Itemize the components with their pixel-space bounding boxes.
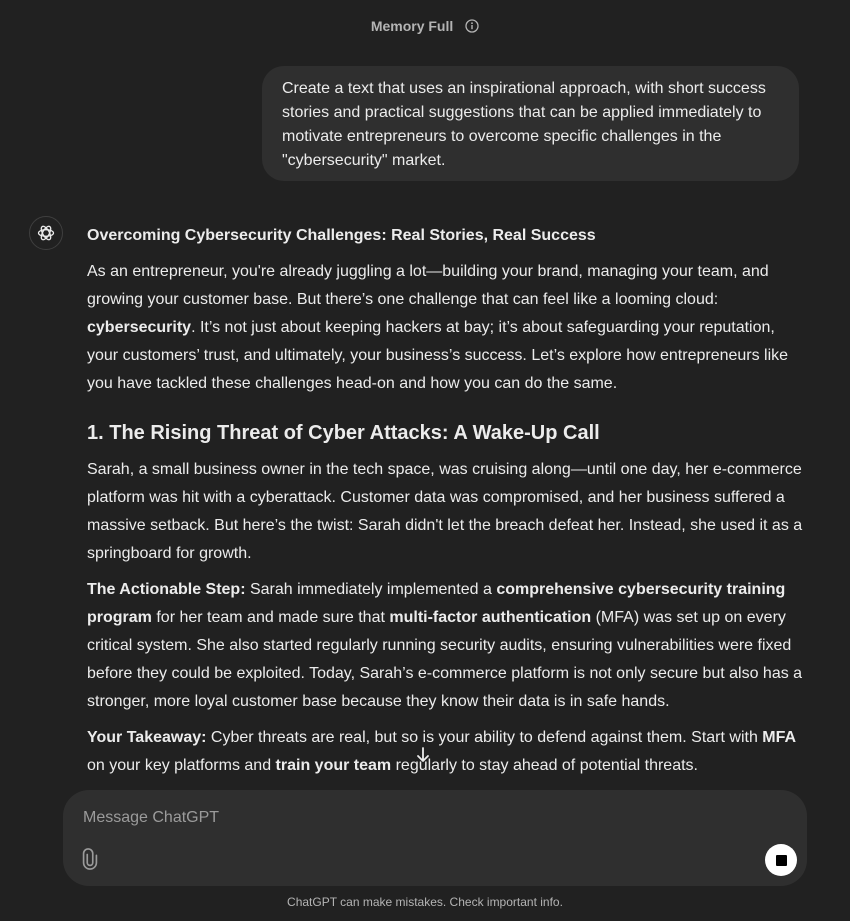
message-composer [63,790,807,886]
section-heading: 1. The Rising Threat of Cyber Attacks: A Wake-Up Call [87,422,600,444]
memory-label: Memory Full [370,18,454,34]
message-input[interactable] [81,804,725,832]
stop-icon [776,855,787,866]
answer-title: Overcoming Cybersecurity Challenges: Real Stories, Real Success [87,227,596,244]
disclaimer: ChatGPT can make mistakes. Check important info. [287,895,563,909]
arrow-down-icon [415,746,431,764]
assistant-message [87,222,807,788]
stop-button[interactable] [765,844,797,876]
scroll-down-button[interactable] [407,739,439,771]
paperclip-icon[interactable] [79,848,101,870]
story-paragraph: Sarah, a small business owner in the tech space, was cruising along—until one day, her e-commerce platform was hit with a cyberattack. Customer data was compromised, and her business suffered a massive setback. But here’s the twist: Sarah didn't let the breach defeat her. Instead, she used it as a springboard for growth. [87,461,803,562]
action-paragraph: The Actionable Step: Sarah immediately implemented a comprehensive cybersecurity training program for her team and made sure that multi-factor authentication (MFA) was set up on every critical system. She also started regularly running security audits, ensuring vulnerabilities were fixed before they could be exploited. Today, Sarah’s e-commerce platform is not only secure but also has a stronger, more loyal customer base because they know their data is in safe hands. [87,581,803,710]
info-icon[interactable] [465,19,479,36]
user-message: Create a text that uses an inspirational approach, with short success stories and practical suggestions that can be applied immediately to motivate entrepreneurs to overcome specific challenges in the "cybersecurity" market. [262,66,799,181]
memory-status [0,18,850,36]
intro-paragraph: As an entrepreneur, you're already juggling a lot—building your brand, managing your team, and growing your customer base. But there’s one challenge that can feel like a looming cloud: cybersecurity. It’s not just about keeping hackers at bay; it’s about safeguarding your reputation, your customers’ trust, and ultimately, your business’s success. Let’s explore how entrepreneurs like you have tackled these challenges head-on and how you can do the same. [87,263,789,392]
takeaway-paragraph: Your Takeaway: Cyber threats are real, but so is your ability to defend against them. Start with MFA on your key platforms and train your team regularly to stay ahead of potential threats. [87,729,797,774]
chatgpt-logo-icon [29,216,63,250]
